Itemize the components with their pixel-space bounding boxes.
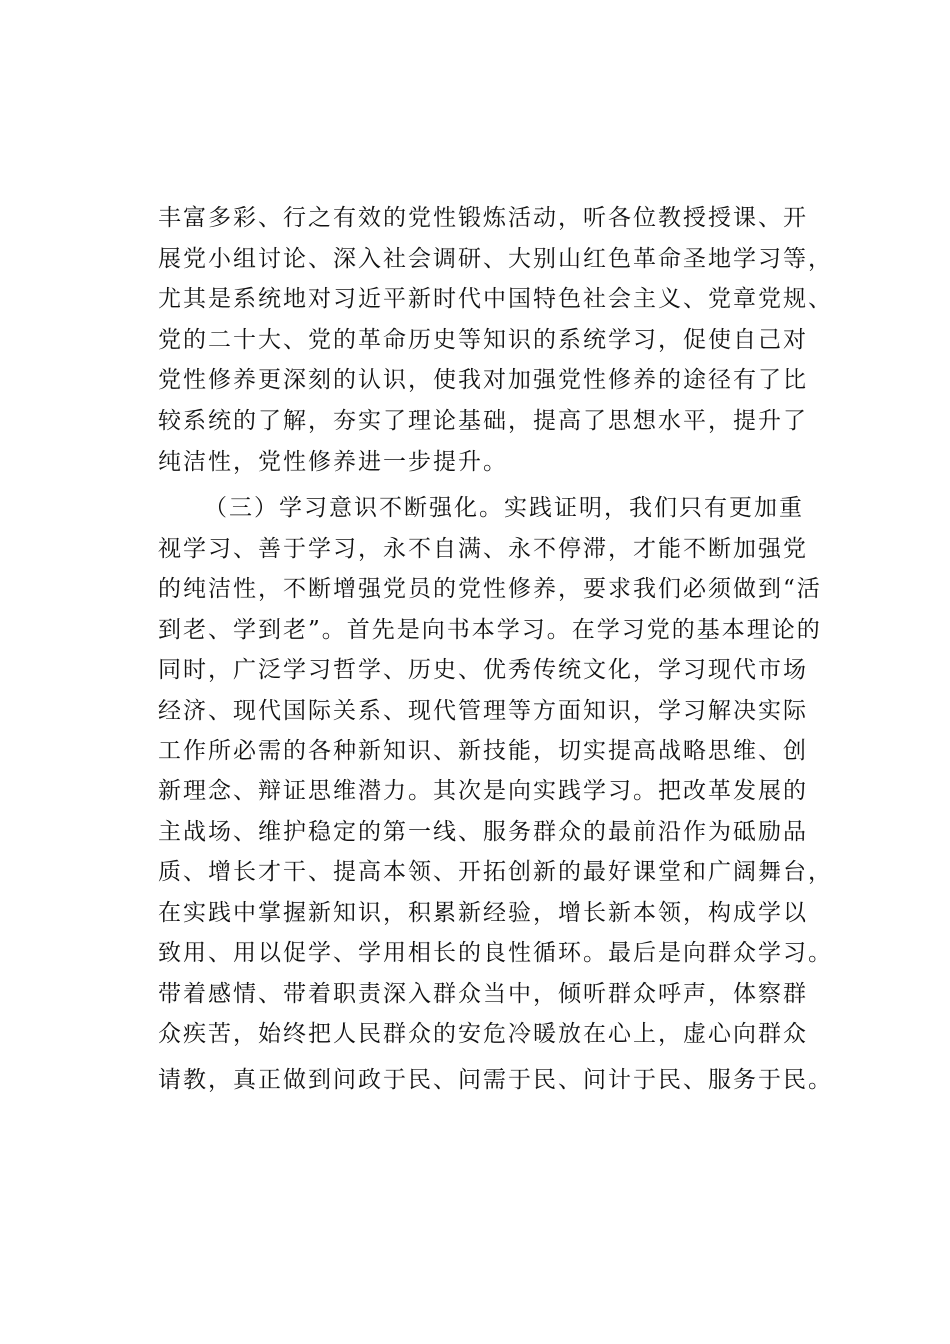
text-line: 在实践中掌握新知识，积累新经验，增长新本领，构成学以 <box>158 900 808 926</box>
text-line: 展党小组讨论、深入社会调研、大别山红色革命圣地学习等， <box>158 246 833 272</box>
text-line: 的纯洁性，不断增强党员的党性修养，要求我们必须做到“活 <box>158 576 822 602</box>
text-line: 到老、学到老”。首先是向书本学习。在学习党的基本理论的 <box>158 617 822 643</box>
text-line: 新理念、辩证思维潜力。其次是向实践学习。把改革发展的 <box>158 778 808 804</box>
text-line: 众疾苦，始终把人民群众的安危冷暖放在心上，虚心向群众 <box>158 1021 808 1047</box>
text-line: 党的二十大、党的革命历史等知识的系统学习，促使自己对 <box>158 327 808 353</box>
text-line: 经济、现代国际关系、现代管理等方面知识，学习解决实际 <box>158 698 808 724</box>
text-line: 较系统的了解，夯实了理论基础，提高了思想水平，提升了 <box>158 408 808 434</box>
text-line: 致用、用以促学、学用相长的良性循环。最后是向群众学习。 <box>158 940 833 966</box>
text-line: 视学习、善于学习，永不自满、永不停滞，才能不断加强党 <box>158 536 808 562</box>
section-heading-line: （三）学习意识不断强化。实践证明，我们只有更加重 <box>204 495 804 521</box>
text-line: 尤其是系统地对习近平新时代中国特色社会主义、党章党规、 <box>158 286 833 312</box>
text-line: 请教，真正做到问政于民、问需于民、问计于民、服务于民。 <box>158 1067 833 1093</box>
text-line: 同时，广泛学习哲学、历史、优秀传统文化，学习现代市场 <box>158 657 808 683</box>
text-line: 主战场、维护稳定的第一线、服务群众的最前沿作为砥励品 <box>158 819 808 845</box>
text-line: 纯洁性，党性修养进一步提升。 <box>158 449 508 475</box>
text-line: 工作所必需的各种新知识、新技能，切实提高战略思维、创 <box>158 738 808 764</box>
text-line: 丰富多彩、行之有效的党性锻炼活动，听各位教授授课、开 <box>158 205 808 231</box>
text-line: 党性修养更深刻的认识，使我对加强党性修养的途径有了比 <box>158 367 808 393</box>
text-line: 质、增长才干、提高本领、开拓创新的最好课堂和广阔舞台， <box>158 859 833 885</box>
text-line: 带着感情、带着职责深入群众当中，倾听群众呼声，体察群 <box>158 981 808 1007</box>
